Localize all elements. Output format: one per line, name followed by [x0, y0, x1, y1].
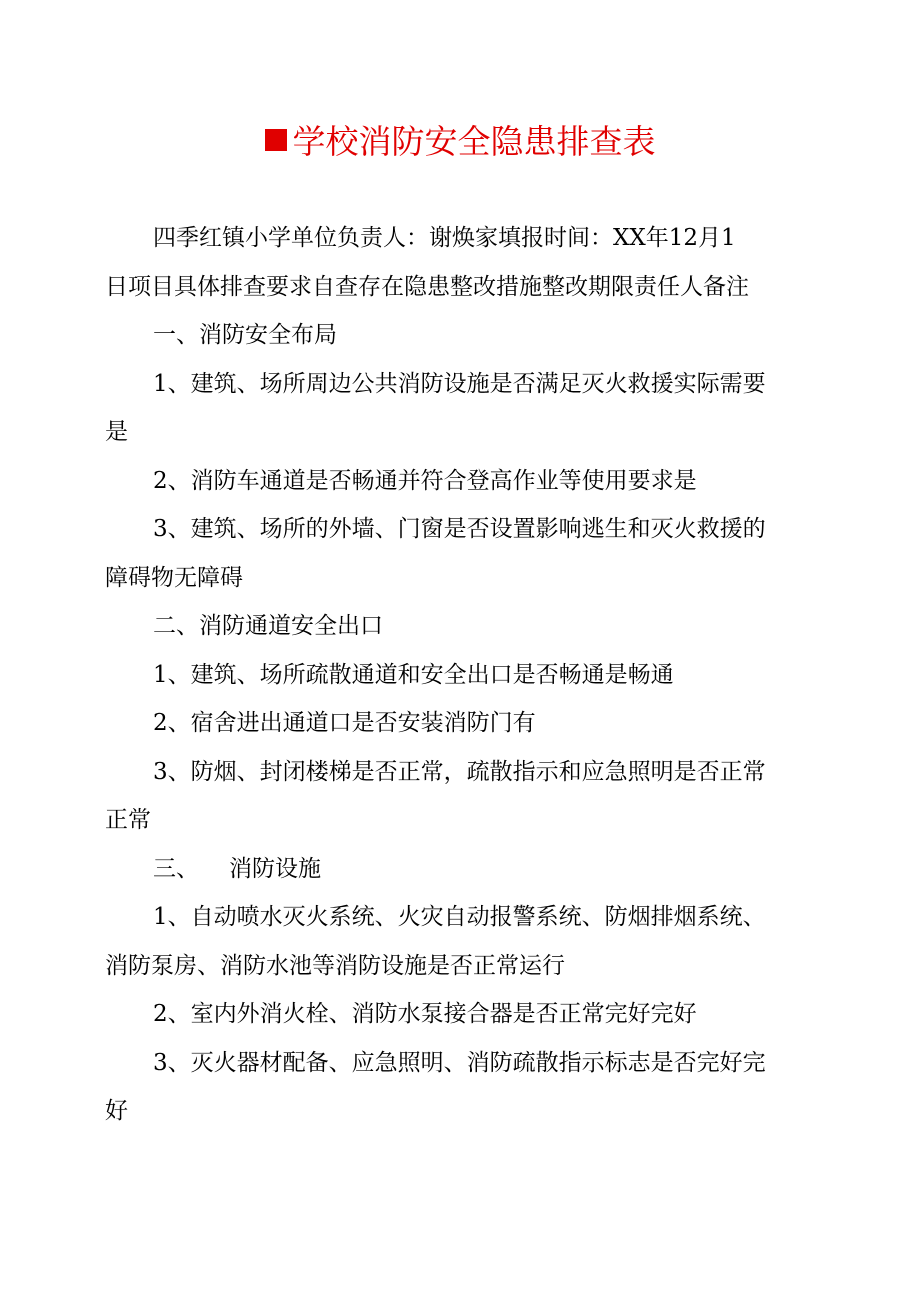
item-3-1-line-1: 1、自动喷水灭火系统、火灾自动报警系统、防烟排烟系统、: [153, 904, 766, 930]
item-2-2-line-1: 2、宿舍进出通道口是否安装消防门有: [153, 710, 536, 736]
item-2-3-line-1: 3、防烟、封闭楼梯是否正常，疏散指示和应急照明是否正常: [153, 758, 766, 785]
item-1-2-line-1: 2、消防车通道是否畅通并符合登高作业等使用要求是: [153, 467, 697, 494]
document-body: [105, 214, 805, 1136]
item-1-1-line-1: 1、建筑、场所周边公共消防设施是否满足灭火救援实际需要: [153, 370, 766, 397]
section-heading-3-text: 消防设施: [229, 855, 321, 882]
section-heading-3: [105, 845, 805, 894]
section-heading-2: 二、消防通道安全出口: [153, 613, 383, 639]
item-3-3-line-2: 好: [105, 1098, 128, 1124]
header-line-1: 四季红镇小学单位负责人：谢焕家填报时间：XX年12月1: [153, 225, 736, 251]
red-square-icon: [265, 129, 287, 151]
item-3-1-line-2: 消防泵房、消防水池等消防设施是否正常运行: [105, 952, 565, 979]
item-2-1-line-1: 1、建筑、场所疏散通道和安全出口是否畅通是畅通: [153, 661, 674, 688]
section-heading-1: 一、消防安全布局: [153, 322, 337, 348]
section-heading-3-prefix: 三、: [153, 855, 199, 882]
item-1-1-line-2: 是: [105, 419, 128, 445]
item-1-3-line-2: 障碍物无障碍: [105, 564, 243, 591]
item-3-3-line-1: 3、灭火器材配备、应急照明、消防疏散指示标志是否完好完: [153, 1049, 766, 1076]
item-2-3-line-2: 正常: [105, 807, 151, 833]
header-line-2: 日项目具体排查要求自查存在隐患整改措施整改期限责任人备注: [105, 273, 749, 300]
document-title: [0, 118, 920, 166]
item-3-2-line-1: 2、室内外消火栓、消防水泵接合器是否正常完好完好: [153, 1001, 697, 1027]
item-1-3-line-1: 3、建筑、场所的外墙、门窗是否设置影响逃生和灭火救援的: [153, 516, 766, 542]
title-text: 学校消防安全隐患排查表: [292, 122, 656, 161]
